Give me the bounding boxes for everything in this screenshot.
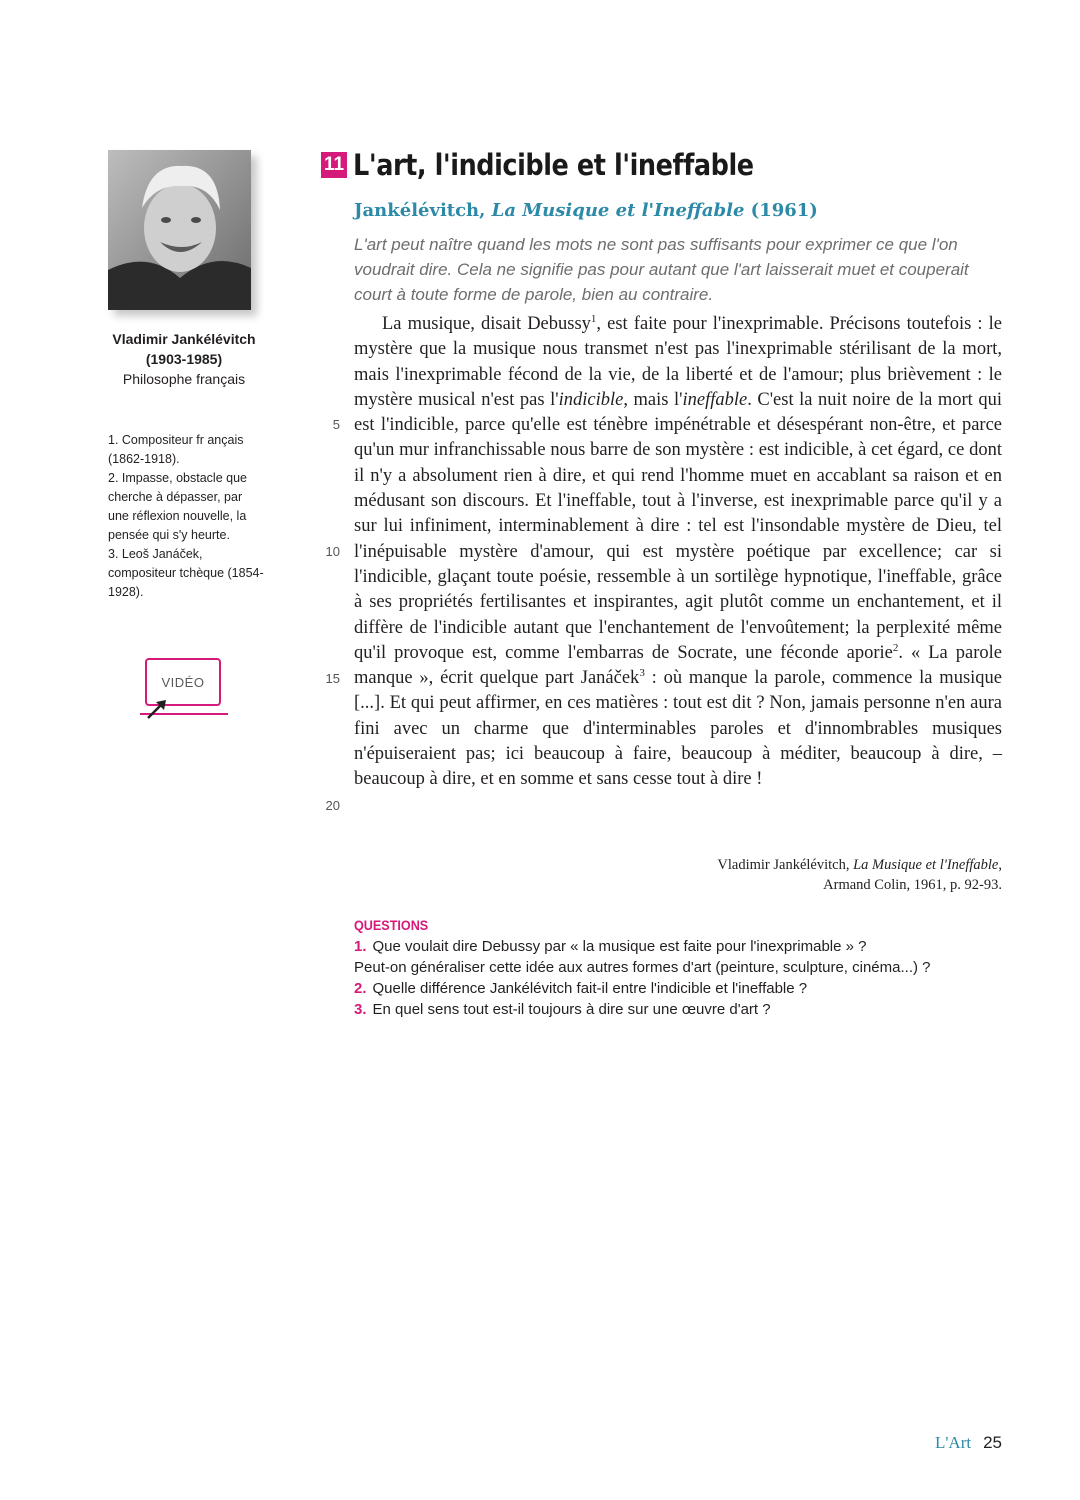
excerpt-part-1: La musique, disait Debussy — [382, 314, 591, 334]
subtitle-year: (1961) — [744, 200, 818, 221]
excerpt-part-3: , mais l' — [623, 389, 683, 410]
author-name: Vladimir Jankélévitch — [112, 331, 256, 347]
source-subtitle — [354, 200, 818, 221]
note-ref-2: 2 — [892, 641, 899, 654]
line-number-5: 5 — [332, 417, 340, 432]
excerpt-body — [354, 312, 1002, 793]
video-button-label: VIDÉO — [161, 674, 205, 690]
excerpt-part-4: . C'est la nuit noire de la mort qui est l'indicible, parce qu'elle est ténèbre impénétrable et désespérant non-être, et parce qu'un mur infranchissable nous barre de son mystère : est indicible, à cet égard, ce dont il n'y a absolument rien à dire, et qui rend l'homme muet en accablant sa raison et en médusant son discours. Et l'ineffable, tout à l'inverse, est inexprimable parce qu'il y a sur lui infiniment, interminablement à dire : tel est l'insondable mystère de Dieu, tel l'inépuisable mystère d'amour, qui est mystère poétique par excellence; car si l'indicible, glaçant toute poésie, ressemble à un sortilège hypnotique, l'ineffable, grâce à ses propriétés fertilisantes et inspirantes, agit plutôt comme un enchantement, et il diffère de l'indicible autant que l'enchantement de l'envoûtement; la perplexité même qu'il provoque est, comme l'embarras de Socrate, une féconde aporie — [354, 389, 1002, 663]
questions-heading: QUESTIONS — [354, 917, 429, 933]
section-number-badge: 11 — [321, 152, 347, 178]
footnote-1: 1. Compositeur fr ançais (1862-1918). — [108, 433, 244, 466]
question-number: 2. — [354, 980, 367, 997]
question-1-continued: Peut-on généraliser cette idée aux autres formes d'art (peinture, sculpture, cinéma...) ? — [354, 959, 931, 976]
line-number-20: 20 — [325, 798, 340, 813]
author-dates: (1903-1985) — [145, 351, 223, 367]
footnotes — [108, 431, 266, 602]
emph-indicible: indicible — [558, 389, 624, 410]
portrait-caption — [104, 329, 264, 389]
note-ref-1: 1 — [590, 312, 597, 325]
source-work: La Musique et l'Ineffable — [853, 857, 999, 873]
question-number: 1. — [354, 938, 367, 955]
question-number: 3. — [354, 1001, 367, 1018]
intro-text: L'art peut naître quand les mots ne sont pas suffisants pour exprimer ce que l'on voudrait dire. Cela ne signifie pas pour autant que l'art laisserait muet et couperait court à toute forme de parole, bien au contraire. — [354, 235, 969, 304]
author-portrait — [108, 150, 251, 310]
source-suffix: , — [998, 857, 1002, 873]
line-number-15: 15 — [325, 671, 340, 686]
cursor-arrow-icon — [146, 698, 170, 720]
section-heading — [321, 148, 808, 182]
excerpt-part-2: , est faite pour l'inexprimable. Précisons toutefois : le mystère que la musique nous transmet n'est pas l'inexprimable stérilisant de la mort, mais l'inexprimable fécond de la vie, de la liberté et de l'amour; plus brièvement : le mystère musical n'est pas l' — [354, 314, 1002, 410]
author-role: Philosophe français — [122, 371, 246, 387]
footnote-2: 2. Impasse, obstacle que cherche à dépasser, par une réflexion nouvelle, la pensée qui s'y heurte. — [108, 471, 247, 542]
question-text: Quelle différence Jankélévitch fait-il entre l'indicible et l'ineffable ? — [372, 980, 808, 997]
subtitle-work: La Musique et l'Ineffable — [491, 200, 745, 221]
question-2 — [354, 978, 1014, 999]
question-text: Que voulait dire Debussy par « la musique est faite pour l'inexprimable » ? — [372, 938, 867, 955]
page-footer — [935, 1433, 1002, 1453]
page-number: 25 — [983, 1433, 1002, 1452]
source-author: Vladimir Jankélévitch, — [717, 857, 854, 873]
question-text: En quel sens tout est-il toujours à dire sur une œuvre d'art ? — [372, 1001, 771, 1018]
questions-list — [354, 936, 1014, 1020]
footer-section: L'Art — [934, 1433, 972, 1452]
note-ref-3: 3 — [639, 667, 645, 679]
source-publisher: Armand Colin, 1961, p. 92-93. — [823, 877, 1002, 893]
line-number-10: 10 — [325, 544, 340, 559]
subtitle-author: Jankélévitch, — [354, 200, 492, 221]
question-3 — [354, 999, 1014, 1020]
source-citation — [600, 855, 1002, 895]
question-1 — [354, 936, 1014, 957]
section-title: L'art, l'indicible et l'ineffable — [353, 148, 754, 182]
emph-ineffable: ineffable — [682, 389, 748, 410]
excerpt-part-6: : où manque la parole, commence la musique [...]. Et qui peut affirmer, en ces matières : tout est dit ? Non, jamais personne n'en aura fini avec un charme que d'interminables paroles et d'innombrables musiques n'épuiseraient pas; ici beaucoup à faire, beaucoup à méditer, beaucoup à dire, – beaucoup à dire, et en somme et sans cesse tout à dire ! — [354, 668, 1002, 790]
footnote-3: 3. Leoš Janáček, compositeur tchèque (1854-1928). — [108, 547, 264, 599]
excerpt-part-5: . « La parole manque », écrit quelque part Janáček — [354, 642, 1002, 689]
